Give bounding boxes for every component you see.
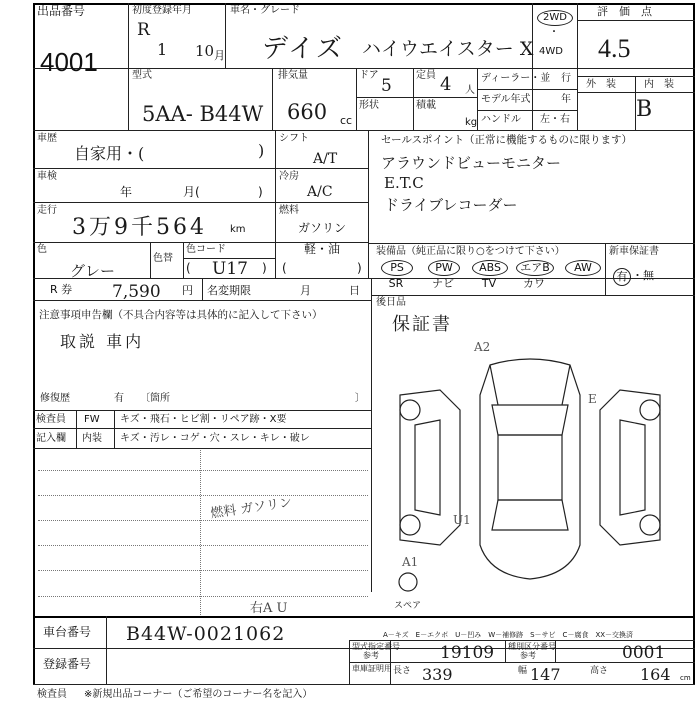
handle-value: 左・右 <box>540 114 570 125</box>
shift: A/T <box>313 151 338 167</box>
era: R <box>137 20 150 40</box>
sales-points-label: セールスポイント（正常に機能するものに限ります） <box>381 134 633 146</box>
inspector-note: 右A U <box>250 601 288 616</box>
car-diagram <box>380 335 680 605</box>
model-label: 型式 <box>132 70 152 81</box>
drive-separator: ・ <box>549 27 559 38</box>
exterior-label: 外 装 <box>586 79 616 90</box>
footer-label: 検査員 <box>37 689 67 700</box>
class-number: 0001 <box>622 643 666 663</box>
mileage: 3万9千564 <box>72 215 207 240</box>
chassis-label: 車台番号 <box>43 625 92 639</box>
model-year-label: モデル年式 <box>481 94 531 105</box>
notes-label: 注意事項申告欄（不具合内容等は具体的に記入して下さい） <box>39 309 323 321</box>
equipment-navi: ナビ <box>432 277 454 290</box>
warranty-label: 新車保証書 <box>609 246 659 257</box>
registration-label: 登録番号 <box>43 657 92 671</box>
later-items-value: 保証書 <box>392 314 452 335</box>
fuel-alt: 軽・油 <box>304 242 341 256</box>
inspector-label: 検査員 <box>36 414 66 425</box>
mileage-label: 走行 <box>37 205 57 216</box>
sales-point-item: E.T.C <box>384 174 424 192</box>
fuel-label: 燃料 <box>279 205 299 216</box>
damage-mark: A2 <box>474 340 491 354</box>
color: グレー <box>70 262 116 280</box>
width: 147 <box>530 665 561 684</box>
month-unit: 月 <box>214 49 225 62</box>
color-code: U17 <box>212 259 248 279</box>
length-label: 長さ <box>393 666 412 676</box>
inspection-month: 月( <box>183 185 200 199</box>
first-registration-label: 初度登録年月 <box>132 5 192 16</box>
inspection-year: 年 <box>120 185 133 199</box>
dealer-label: ディーラー・並 <box>481 73 551 84</box>
class-label: 種別区分番号 <box>508 642 556 651</box>
history-close: ) <box>258 141 265 160</box>
handle-label: ハンドル <box>481 114 521 125</box>
inspection-label: 車検 <box>37 171 57 182</box>
doors: 5 <box>381 76 392 96</box>
designated-number: 19109 <box>440 643 495 663</box>
chassis-number: B44W-0021062 <box>126 623 286 645</box>
doors-label: ドア <box>359 70 379 81</box>
color-label: 色 <box>37 244 47 255</box>
designated-ref: 参考 <box>363 651 379 660</box>
equipment-aw: AW <box>565 260 601 276</box>
score: 4.5 <box>598 34 631 63</box>
repair-place: 〔箇所 <box>140 393 170 404</box>
drive-2wd-circled: 2WD <box>537 10 573 26</box>
interior-check-label: 内装 <box>82 433 102 444</box>
ac-label: 冷房 <box>279 171 299 182</box>
class-ref: 参考 <box>520 651 536 660</box>
damage-mark: U1 <box>453 513 471 527</box>
repair-close: 〕 <box>355 393 365 404</box>
width-label: 幅 <box>518 666 528 676</box>
repair-history-label: 修復歴 <box>40 393 70 404</box>
registration-year: 1 <box>157 40 168 59</box>
color-change-label: 色替 <box>153 253 173 264</box>
designated-label: 型式指定番号 <box>352 642 400 651</box>
tax-amount: 7,590 <box>112 282 161 302</box>
tax-label: R 券 <box>50 283 73 296</box>
ac: A/C <box>307 184 333 200</box>
notes-value: 取説 車内 <box>60 332 145 351</box>
color-code-label: 色コード <box>186 244 226 255</box>
load-label: 積載 <box>416 100 436 111</box>
damage-mark: A1 <box>402 555 419 569</box>
fuel-open: ( <box>282 261 287 275</box>
later-items-label: 後日品 <box>376 297 406 308</box>
sales-point-item: ドライブレコーダー <box>384 196 518 214</box>
equipment-sr: SR <box>388 277 404 290</box>
footer-text: ※新規出品コーナー（ご希望のコーナー名を記入） <box>84 689 313 700</box>
height-label: 高さ <box>590 666 609 676</box>
interior-label: 内 装 <box>644 79 674 90</box>
equipment-leather: カワ <box>523 277 545 290</box>
car-name: デイズ <box>262 34 344 64</box>
exterior-check-text: キズ・飛石・ヒビ割・リペア跡・X要 <box>120 414 287 425</box>
height: 164 <box>640 665 671 684</box>
equipment-label: 装備品（純正品に限り○をつけて下さい） <box>376 246 565 257</box>
length: 339 <box>422 665 453 684</box>
equipment-tv: TV <box>481 277 497 290</box>
interior-grade: B <box>636 97 653 122</box>
capacity: 4 <box>440 74 452 95</box>
damage-mark: E <box>588 392 597 406</box>
capacity-label: 定員 <box>416 70 436 81</box>
lot-number-label: 出品番号 <box>37 4 86 18</box>
history-value: 自家用・( <box>74 144 145 163</box>
equipment-pw: PW <box>428 260 460 276</box>
repair-has: 有 <box>114 393 124 404</box>
garage-cert-label: 車庫証明用 <box>352 664 392 673</box>
interior-check-text: キズ・汚レ・コゲ・穴・スレ・キレ・破レ <box>120 433 310 444</box>
history-label: 車歴 <box>37 133 57 144</box>
reg-deadline-day: 日 <box>349 284 360 297</box>
fuel: ガソリン <box>298 221 347 235</box>
grade: ハイウエイスター X <box>362 38 534 60</box>
shape-label: 形状 <box>359 100 379 111</box>
fuel-close: ) <box>357 261 362 275</box>
color-code-open: ( <box>186 261 191 275</box>
equipment-abs: ABS <box>472 260 508 276</box>
fw-label: FW <box>84 414 100 425</box>
displacement: 660 <box>287 100 328 124</box>
drive-4wd: 4WD <box>539 46 563 57</box>
inspection-close: ) <box>258 185 263 199</box>
reg-deadline-month: 月 <box>300 284 311 297</box>
warranty-have-circled: 有 <box>613 268 631 286</box>
cm-unit: cm <box>680 674 691 682</box>
reg-deadline-label: 名変期限 <box>207 284 251 297</box>
damage-legend: A－キズ E－エクボ U－凹み W－補修跡 S－サビ C－腐食 XX－交換済 <box>383 631 634 639</box>
car-name-label: 車名・グレード <box>230 5 300 16</box>
spare-label: スペア <box>394 601 422 611</box>
model: 5AA- B44W <box>142 102 264 126</box>
kg-unit: kg <box>465 117 478 128</box>
displacement-label: 排気量 <box>278 70 308 81</box>
score-label: 評 価 点 <box>597 5 652 18</box>
warranty-none: 無 <box>643 269 654 282</box>
registration-month: 10 <box>195 42 215 60</box>
equipment-ps: PS <box>381 260 413 276</box>
sales-point-item: アラウンドビューモニター <box>381 154 562 172</box>
color-code-close: ) <box>262 261 267 275</box>
km-unit: km <box>230 224 246 235</box>
warranty-separator: ・ <box>632 269 643 282</box>
inspector-note: 燃料 ガソリン <box>209 495 294 522</box>
model-year-mark: 年 <box>561 94 571 105</box>
lot-number: 4001 <box>40 47 98 77</box>
dealer-mark: 行 <box>561 73 571 84</box>
cc-unit: cc <box>340 114 353 127</box>
inspector-entry-label: 記入欄 <box>36 433 66 444</box>
equipment-airbag: エアB <box>516 260 554 276</box>
yen-unit: 円 <box>182 284 193 297</box>
capacity-unit: 人 <box>465 85 475 96</box>
shift-label: シフト <box>279 133 309 144</box>
